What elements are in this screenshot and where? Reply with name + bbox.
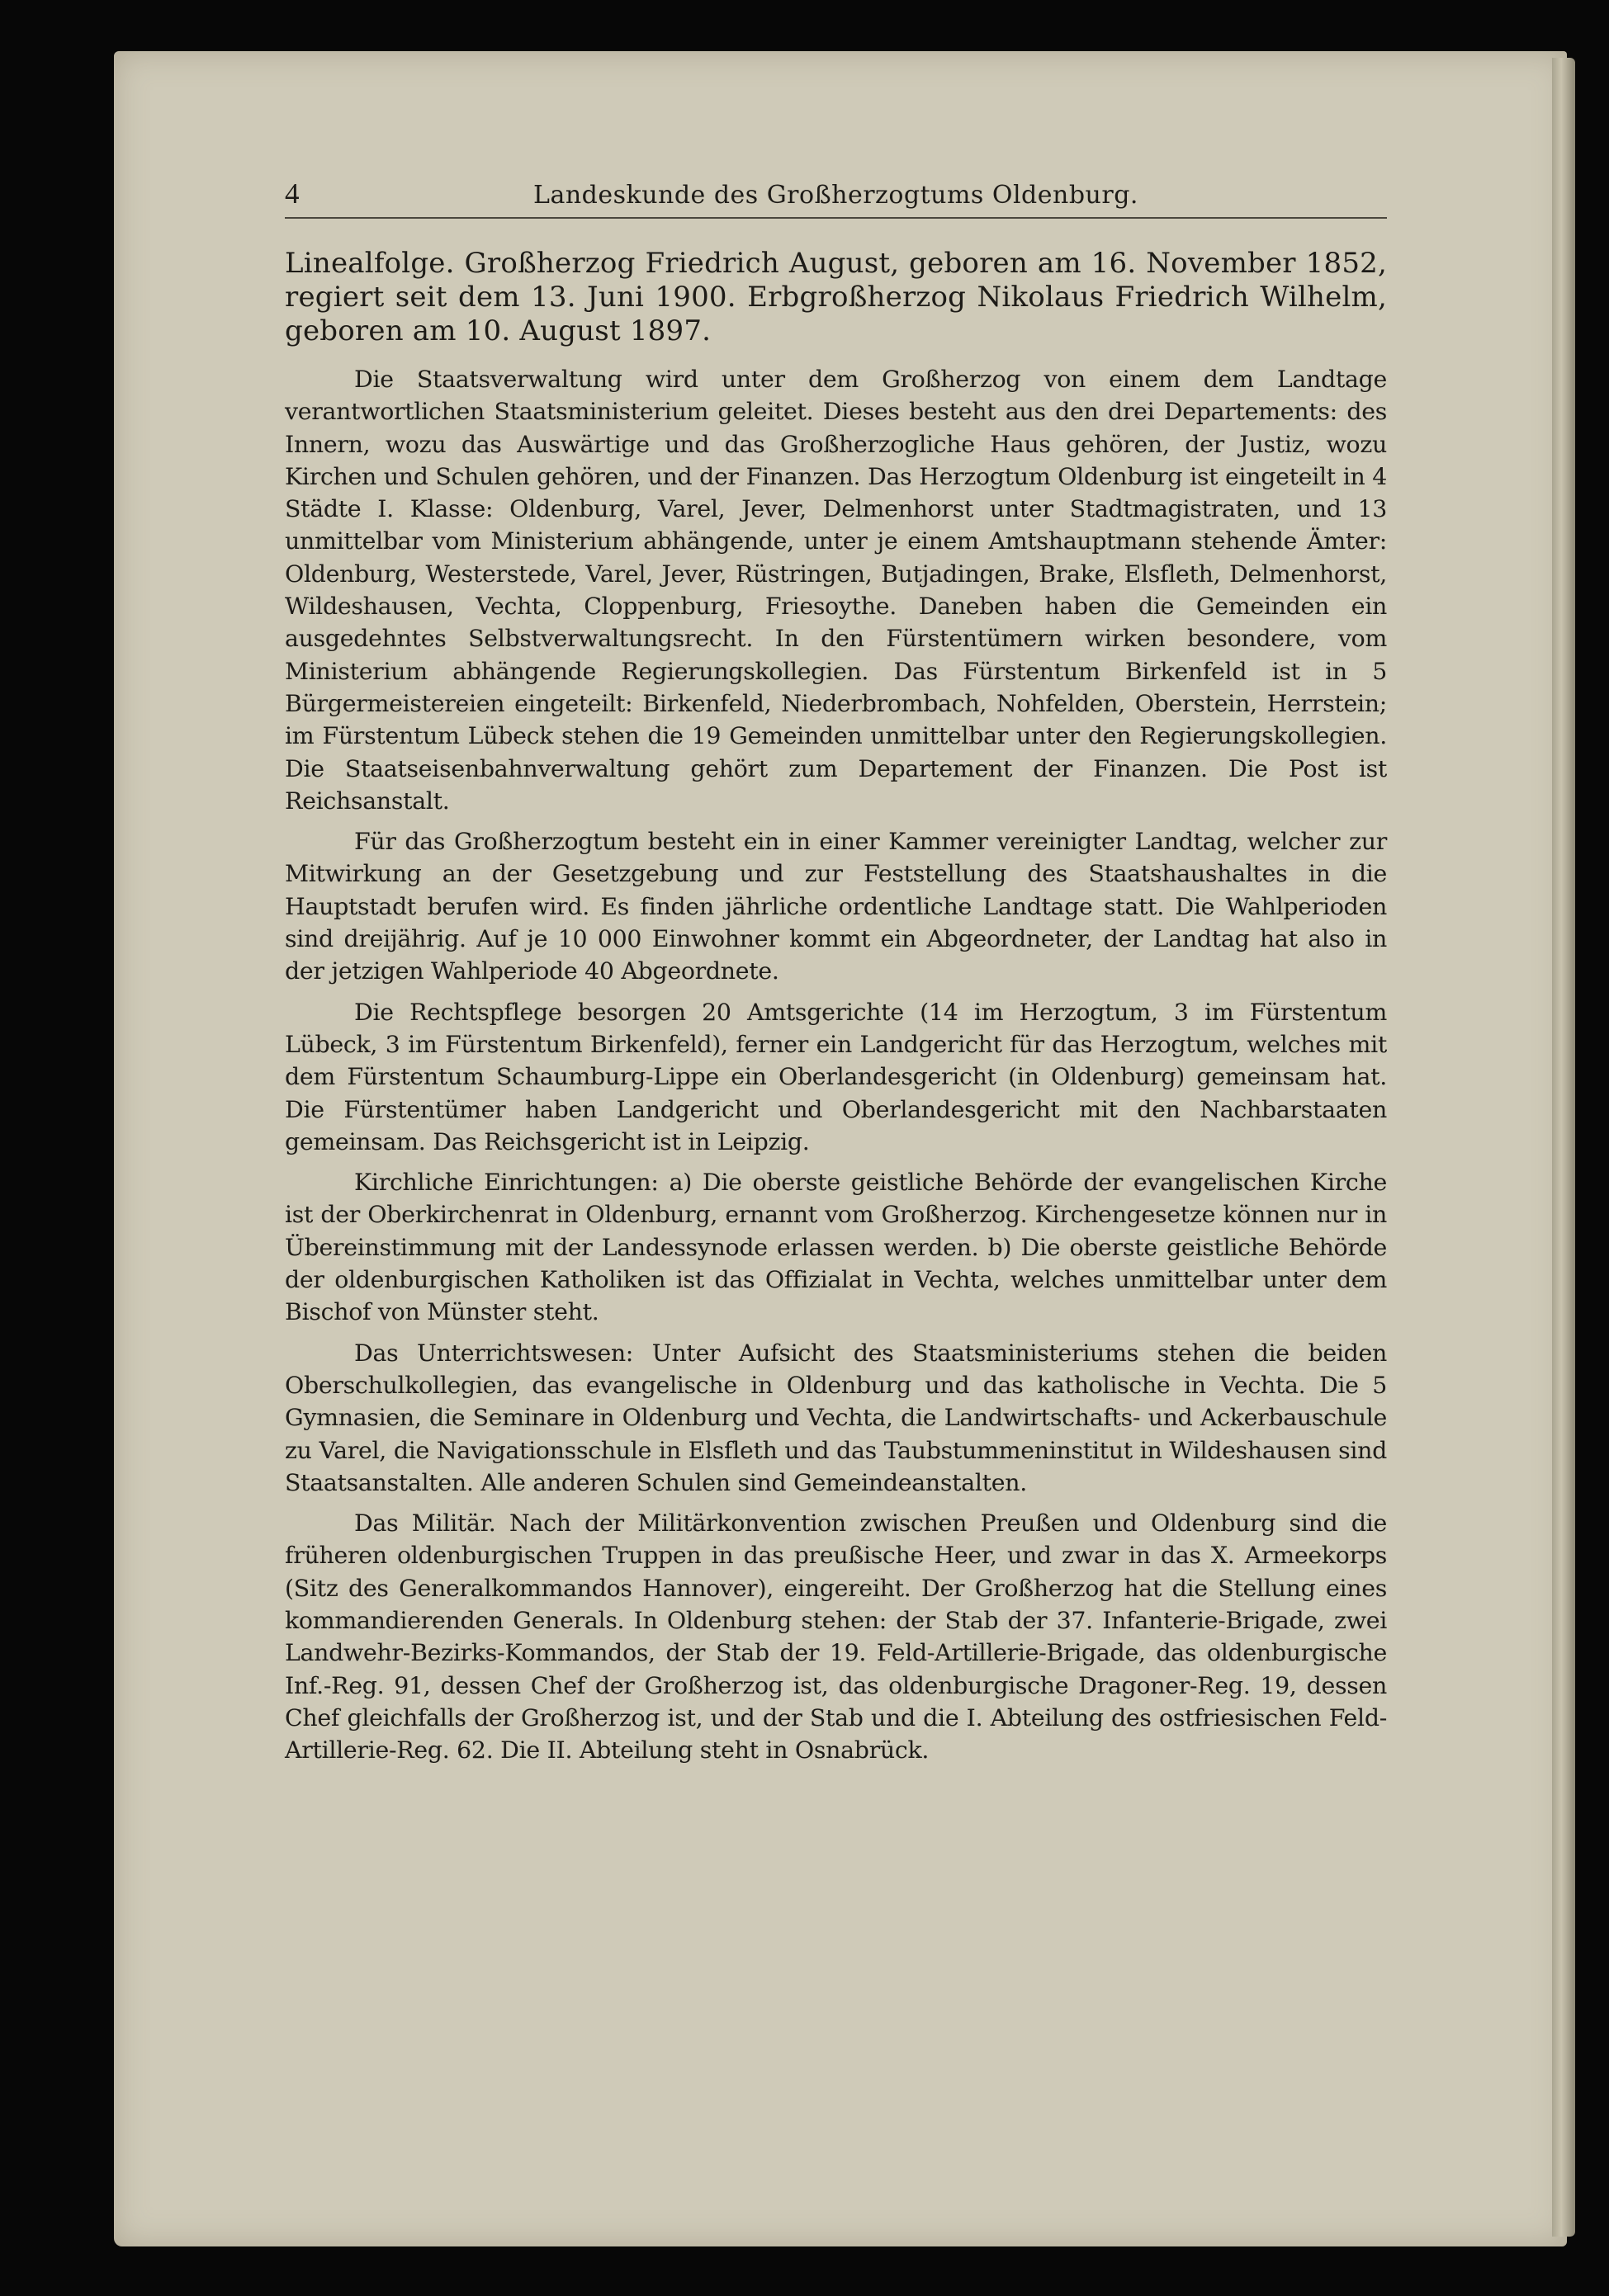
page-edge <box>1552 58 1575 2237</box>
paragraph-military: Das Militär. Nach der Militärkonvention zwischen Preußen und Oldenburg sind die früheren oldenburgischen Truppen in das preußische Heer, und zwar in das X. Armeekorps (Sitz des Generalkommandos Hannover), eingereiht. Der Großherzog hat die Stellung eines kommandierenden Generals. In Oldenburg stehen: der Stab der 37. Infanterie-Brigade, zwei Landwehr-Bezirks-Kommandos, der Stab der 19. Feld-Artillerie-Brigade, das oldenburgische Inf.-Reg. 91, dessen Chef der Großherzog ist, das oldenburgische Dragoner-Reg. 19, dessen Chef gleichfalls der Großherzog ist, und der Stab und die I. Abteilung des ostfriesischen Feld-Artillerie-Reg. 62. Die II. Abteilung steht in Osnabrück. <box>285 1509 1387 1765</box>
page-content <box>285 177 1387 1766</box>
paragraph-lineage: Linealfolge. Großherzog Friedrich August, geboren am 16. November 1852, regiert seit dem 13. Juni 1900. Erbgroßherzog Nikolaus Friedrich Wilhelm, geboren am 10. August 1897. <box>285 247 1387 347</box>
page-number: 4 <box>285 177 300 210</box>
running-head <box>285 177 1387 219</box>
running-head-title: Landeskunde des Großherzogtums Oldenburg. <box>533 181 1138 210</box>
paragraph-state-administration: Die Staatsverwaltung wird unter dem Großherzog von einem dem Landtage verantwortlichen Staatsministerium geleitet. Dieses besteht aus den drei Departements: des Innern, wozu das Auswärtige und das Großherzogliche Haus gehören, der Justiz, wozu Kirchen und Schulen gehören, und der Finanzen. Das Herzogtum Oldenburg ist eingeteilt in 4 Städte I. Klasse: Oldenburg, Varel, Jever, Delmenhorst unter Stadtmagistraten, und 13 unmittelbar vom Ministerium abhängende, unter je einem Amtshauptmann stehende Ämter: Oldenburg, Westerstede, Varel, Jever, Rüstringen, Butjadingen, Brake, Elsfleth, Delmenhorst, Wildeshausen, Vechta, Cloppenburg, Friesoythe. Daneben haben die Gemeinden ein ausgedehntes Selbstverwaltungsrecht. In den Fürstentümern wirken besondere, vom Ministerium abhängende Regierungskollegien. Das Fürstentum Birkenfeld ist in 5 Bürgermeistereien eingeteilt: Birkenfeld, Niederbrombach, Nohfelden, Oberstein, Herrstein; im Fürstentum Lübeck stehen die 19 Gemeinden unmittelbar unter den Regierungskollegien. Die Staatseisenbahnverwaltung gehört zum Departement der Finanzen. Die Post ist Reichsanstalt. <box>285 366 1387 815</box>
paragraph-education: Das Unterrichtswesen: Unter Aufsicht des Staatsministeriums stehen die beiden Oberschulkollegien, das evangelische in Oldenburg und das katholische in Vechta. Die 5 Gymnasien, die Seminare in Oldenburg und Vechta, die Landwirtschafts- und Ackerbauschule zu Varel, die Navigationsschule in Elsfleth und das Taubstummeninstitut in Wildeshausen sind Staatsanstalten. Alle anderen Schulen sind Gemeindeanstalten. <box>285 1339 1387 1496</box>
paragraph-landtag: Für das Großherzogtum besteht ein in einer Kammer vereinigter Landtag, welcher zur Mitwirkung an der Gesetzgebung und zur Feststellung des Staatshaushaltes in die Hauptstadt berufen wird. Es finden jährliche ordentliche Landtage statt. Die Wahlperioden sind dreijährig. Auf je 10 000 Einwohner kommt ein Abgeordneter, der Landtag hat also in der jetzigen Wahlperiode 40 Abgeordnete. <box>285 828 1387 985</box>
paragraph-church: Kirchliche Einrichtungen: a) Die oberste geistliche Behörde der evangelischen Kirche ist der Oberkirchenrat in Oldenburg, ernannt vom Großherzog. Kirchengesetze können nur in Übereinstimmung mit der Landessynode erlassen werden. b) Die oberste geistliche Behörde der oldenburgischen Katholiken ist das Offizialat in Vechta, welches unmittelbar unter dem Bischof von Münster steht. <box>285 1169 1387 1326</box>
paragraph-judiciary: Die Rechtspflege besorgen 20 Amtsgerichte (14 im Herzogtum, 3 im Fürstentum Lübeck, 3 im Fürstentum Birkenfeld), ferner ein Landgericht für das Herzogtum, welches mit dem Fürstentum Schaumburg-Lippe ein Oberlandesgericht (in Oldenburg) gemeinsam hat. Die Fürstentümer haben Landgericht und Oberlandesgericht mit den Nachbarstaaten gemeinsam. Das Reichsgericht ist in Leipzig. <box>285 998 1387 1155</box>
